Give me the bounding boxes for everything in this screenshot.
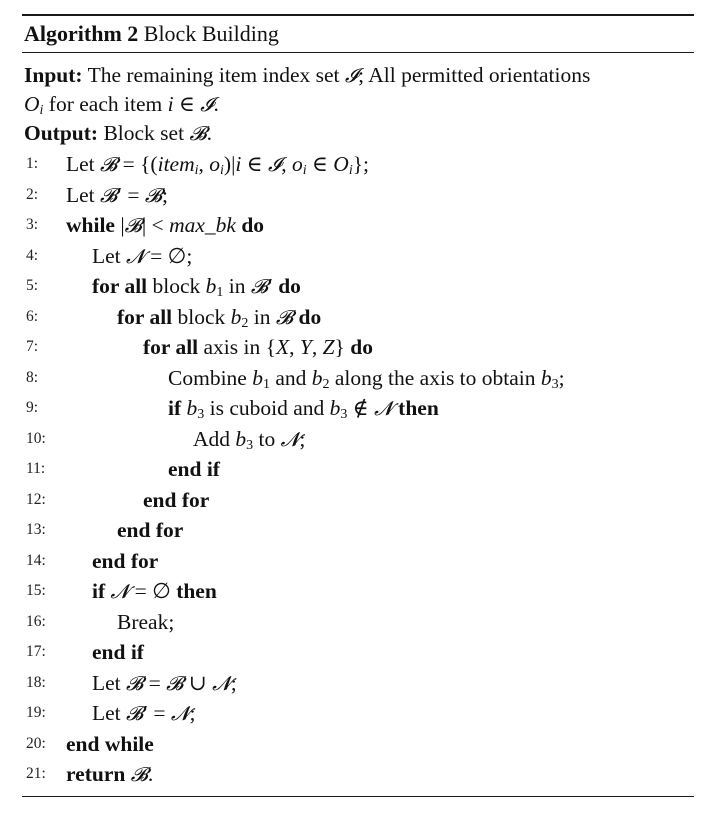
algo-line-11: 11: end if (22, 454, 694, 485)
line-number: 2: (26, 185, 39, 203)
line-number: 8: (26, 368, 39, 386)
algo-line-7: 7: for all axis in {X, Y, Z} do (22, 332, 694, 363)
algo-line-1: 1: Let 𝓑 = {(item$_i$, $o_i)|i$ ∈ 𝓘, $o_i$ ∈ $O_i$}; (22, 149, 694, 180)
input-line-2: $O_i$ for each item i ∈ 𝓘. (24, 92, 219, 118)
algo-line-6: 6: for all block $b_2$ in 𝓑 do (22, 302, 694, 333)
input-text-3: for each item (48, 92, 163, 116)
algo-line-8: 8: Combine $b_1$ and $b_2$ along the axis to obtain $b_3$; (22, 363, 694, 394)
line-number: 13: (26, 521, 46, 538)
algo-line-3: 3: while |𝓑| < max_bk do (22, 210, 694, 241)
line-number: 21: (26, 765, 46, 782)
algo-line-13: 13: end for (22, 515, 694, 546)
algo-line-12: 12: end for (22, 485, 694, 516)
algorithm-lines (22, 149, 694, 790)
line-number: 7: (26, 338, 39, 355)
line-number: 16: (26, 612, 46, 630)
algo-line-21: 21: return 𝓑. (22, 759, 694, 790)
algo-line-9: 9: if $b_3$ is cuboid and $b_3$ ∉ 𝓝 then (22, 393, 694, 424)
line-number: 19: (26, 704, 46, 721)
algo-line-20: 20: end while (22, 729, 694, 760)
line-number: 20: (26, 734, 46, 752)
bottom-rule (22, 796, 694, 797)
line-number: 11: (26, 460, 46, 477)
line-number: 14: (26, 551, 46, 569)
line-number: 18: (26, 673, 46, 691)
line-number: 15: (26, 582, 46, 599)
algo-line-10: 10: Add $b_3$ to 𝓝; (22, 424, 694, 455)
line-number: 5: (26, 277, 39, 294)
input-line-1: Input: The remaining item index set 𝓘; All permitted orientations (24, 63, 591, 87)
algo-line-15: 15: if 𝓝 = ∅ then (22, 576, 694, 607)
line-number: 6: (26, 307, 39, 325)
output-text: Block set (103, 121, 185, 145)
input-text-1: The remaining item index set (87, 63, 340, 87)
algo-line-19: 19: Let 𝓑′ = 𝓝; (22, 698, 694, 729)
caption-title: Block Building (143, 21, 279, 46)
algo-line-16: 16: Break; (22, 607, 694, 638)
output-label: Output: (24, 121, 99, 145)
line-number: 12: (26, 490, 46, 508)
input-output-block (22, 53, 694, 148)
input-text-2: ; All permitted orientations (358, 63, 591, 87)
line-number: 10: (26, 429, 46, 447)
algo-line-17: 17: end if (22, 637, 694, 668)
input-label: Input: (24, 63, 83, 87)
caption-label: Algorithm 2 (24, 21, 139, 46)
line-number: 3: (26, 216, 39, 233)
output-line: Output: Block set 𝓑. (24, 121, 213, 145)
algo-line-4: 4: Let 𝓝 = ∅; (22, 241, 694, 272)
line-number: 9: (26, 399, 39, 416)
line-number: 4: (26, 246, 39, 264)
line-number: 1: (26, 155, 39, 172)
algo-line-14: 14: end for (22, 546, 694, 577)
algo-line-18: 18: Let 𝓑 = 𝓑 ∪ 𝓝; (22, 668, 694, 699)
algo-line-5: 5: for all block $b_1$ in 𝓑′ do (22, 271, 694, 302)
line-number: 17: (26, 643, 46, 660)
algorithm-caption (22, 16, 694, 52)
algo-line-2: 2: Let 𝓑′ = 𝓑; (22, 180, 694, 211)
algorithm-box (22, 14, 694, 797)
